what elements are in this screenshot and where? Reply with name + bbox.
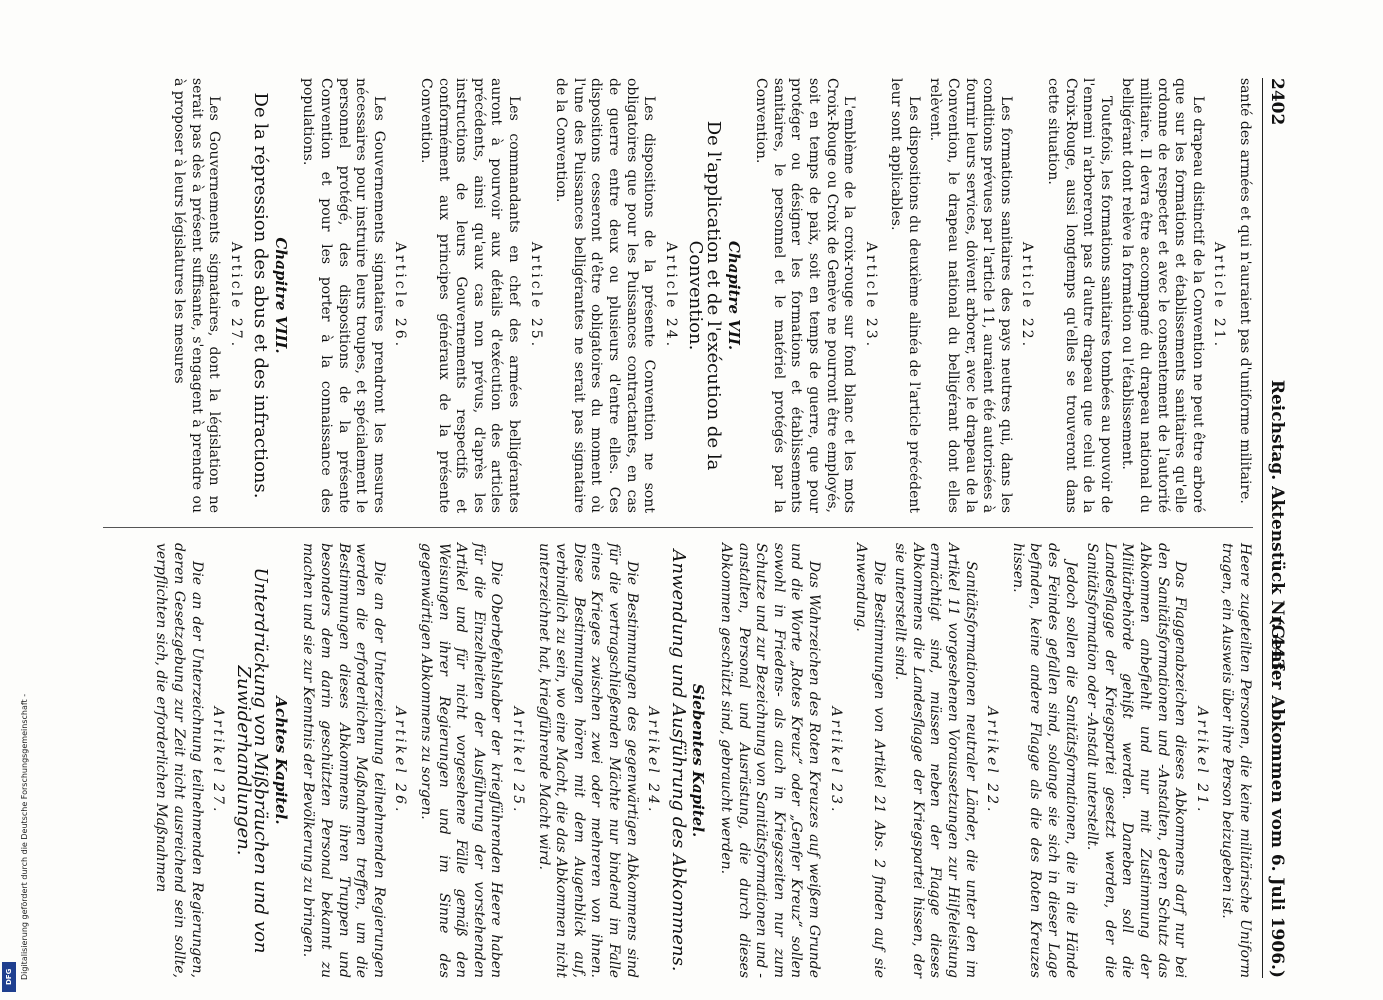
article-27-para-1: Die an der Unterzeichnung teilnehmenden Regierungen, deren Gesetzgebung zur Zeit nicht ausreichend sein sollte, verpflichten sich, die erforderlichen Maßnahmen [153,543,205,978]
article-22-para-1: Sanitätsformationen neutraler Länder, die unter den im Artikel 11 vorgesehenen Voraussetzungen zur Hilfeleistung ermächtigt sind, müssen neben der Flagge dieses Abkommens die Landesflagge der Kriegspartei hissen, der sie unterstellt sind. [892,543,979,978]
digitization-credit: Digitalisierung gefördert durch die Deutsche Forschungsgemeinschaft - [20,693,29,980]
chapter-8-heading: Chapitre VIII. [271,237,290,354]
article-23-heading: Artikel 23. [827,706,844,815]
chapter-8-subtitle: Unterdrückung von Mißbräuchen und von Zuwiderhandlungen. [232,567,272,954]
article-23-para-1: Das Wahrzeichen des Roten Kreuzes auf weißem Grunde und die Worte „Rotes Kreuz“ oder „Genfer Kreuz“ sollen sowohl in Friedens- als auch in Kriegszeiten nur zum Schutze und zur Bezeichnung von Sanitätsformationen und -anstalten, Personal und Ausrüstung, die durch dieses Abkommen geschützt sind, gebraucht werden. [717,543,822,978]
chapter-7-heading: Chapitre VII. [724,240,743,351]
article-24-para-1: Die Bestimmungen des gegenwärtigen Abkommens sind für die vertragschließenden Mächte nur bindend im Falle eines Krieges zwischen zwei oder mehreren von ihnen. Diese Bestimmungen hören mit dem Augenblick auf, verbindlich zu sein, wo eine Macht, die das Abkommen nicht unterzeichnet hat, kriegführende Macht wird. [535,543,640,978]
article-22-para-2: Les dispositions du deuxième alinéa de l'article précédent leur sont applicables. [888,78,922,513]
chapter-7-subtitle: Anwendung und Ausführung des Abkommens. [667,549,689,972]
article-23-para-1: L'emblème de la croix-rouge sur fond blanc et les mots Croix-Rouge ou Croix de Genève ne pourront être employés, soit en temps de paix, soit en temps de guerre, que pour protéger ou désigner les formations et établissements sanitaires, le personnel et le matériel protégés par la Convention. [753,78,858,513]
article-22-para-1: Les formations sanitaires des pays neutres qui, dans les conditions prévues par l'article 11, auraient été autorisées à fournir leurs services, doivent arborer, avec le drapeau de la Convention, le drapeau national du belligérant dont elles relèvent. [927,78,1014,513]
chapter-7-subtitle: De l'application et de l'exécution de la Convention. [685,120,724,471]
dfg-logo: DFG [2,962,16,992]
rotated-content [95,78,1285,978]
french-column [165,78,1253,513]
article-26-para-1: Les Gouvernements signataires prendront les mesures nécessaires pour instruire leurs troupes, et spécialement le personnel protégé, des dispositions de la présente Convention et pour les porter à la connaissance des populations. [300,78,387,513]
intro-text: santé des armées et qui n'auraient pas d'uniforme militaire. [1237,78,1253,504]
article-24-heading: Artikel 24. [645,706,662,815]
article-25-heading: Article 25. [527,241,544,350]
chapter-8-subtitle: De la répression des abus et des infractions. [250,92,272,499]
page-title: Reichstag. Aktenstück Nr. 443. [1267,379,1287,677]
article-22-heading: Artikel 22. [984,706,1001,815]
article-21-heading: Article 21. [1211,241,1228,350]
article-24-heading: Article 24. [662,241,679,350]
chapter-8-heading: Achtes Kapitel. [271,696,290,825]
article-26-para-1: Die an der Unterzeichnung teilnehmenden Regierungen werden die erforderlichen Maßnahmen treffen, um die Bestimmungen dieses Abkommens ihren Truppen und besonders dem darin geschützten Personal bekannt zu machen und sie zur Kenntnis der Bevölkerung zu bringen. [300,543,387,978]
article-27-para-1: Les Gouvernements signataires, dont la législation ne serait pas dès à présent suffisante, s'engagent à prendre ou à proposer à leurs législatures les mesures [170,78,223,513]
article-27-heading: Article 27. [227,241,244,350]
article-22-para-2: Die Bestimmungen von Artikel 21 Abs. 2 finden auf sie Anwendung. [853,543,887,978]
article-24-para-1: Les dispositions de la présente Convention ne sont obligatoires que pour les Puissances contractantes, en cas de guerre entre deux ou plusieurs d'entre elles. Ces dispositions cesseront d'être obligatoires du moment où l'une des Puissances belligérantes ne serait pas signataire de la Convention. [553,78,658,513]
column-divider [103,527,1253,528]
article-27-heading: Artikel 27. [210,706,227,815]
article-25-heading: Artikel 25. [510,706,527,815]
article-21-para-2: Jedoch sollen die Sanitätsformationen, die in die Hände des Feindes gefallen sind, solange sie sich in dieser Lage befinden, keine andere Flagge als die des Roten Kreuzes hissen. [1009,543,1079,978]
article-25-para-1: Die Oberbefehlshaber der kriegführenden Heere haben für die Einzelheiten der Ausführung der vorstehenden Artikel und für nicht vorgesehene Fälle gemäß den Weisungen ihrer Regierungen und im Sinne des gegenwärtigen Abkommens zu sorgen. [418,543,505,978]
chapter-7-heading: Siebentes Kapitel. [689,683,708,838]
article-21-para-2: Toutefois, les formations sanitaires tombées au pouvoir de l'ennemi n'arboreront pas d'autre drapeau que celui de la Croix-Rouge, aussi longtemps qu'elles se trouveront dans cette situation. [1045,78,1114,513]
page-subtitle: (Genfer Abkommen vom 6. Juli 1906.) [1267,616,1287,978]
article-26-heading: Artikel 26. [392,706,409,815]
page-header [1262,78,1285,978]
article-25-para-1: Les commandants en chef des armées belligérantes auront à pourvoir aux détails d'exécution des articles précédents, ainsi qu'aux cas non prévus, d'après les instructions de leurs Gouvernements respectifs et conformément aux principes généraux de la présente Convention. [418,78,523,513]
article-22-heading: Article 22. [1019,241,1036,350]
article-26-heading: Article 26. [392,241,409,350]
article-21-para-1: Das Flaggenabzeichen dieses Abkommens darf nur bei den Sanitätsformationen und -Anstalten, deren Schutz das Abkommen anbefiehlt und nur mit Zustimmung der Militärbehörde gehißt werden. Daneben soll die Landesflagge der Kriegspartei gesetzt werden, der die Sanitätsformation oder -Anstalt unterstellt. [1084,543,1189,978]
article-23-heading: Article 23. [862,241,879,350]
german-column [148,543,1253,978]
article-21-heading: Artikel 21. [1193,706,1210,815]
page-number: 2402 [1267,78,1287,126]
article-21-para-1: Le drapeau distinctif de la Convention ne peut être arboré que sur les formations et établissements sanitaires qu'elle ordonne de respecter et avec le consentement de l'autorité militaire. Il devra être accompagné du drapeau national du belligérant dont relève la formation ou l'établissement. [1119,78,1206,513]
intro-text: Heere zugeteilten Personen, die keine militärische Uniform tragen, ein Ausweis über ihre Person beizugeben ist. [1219,543,1253,978]
